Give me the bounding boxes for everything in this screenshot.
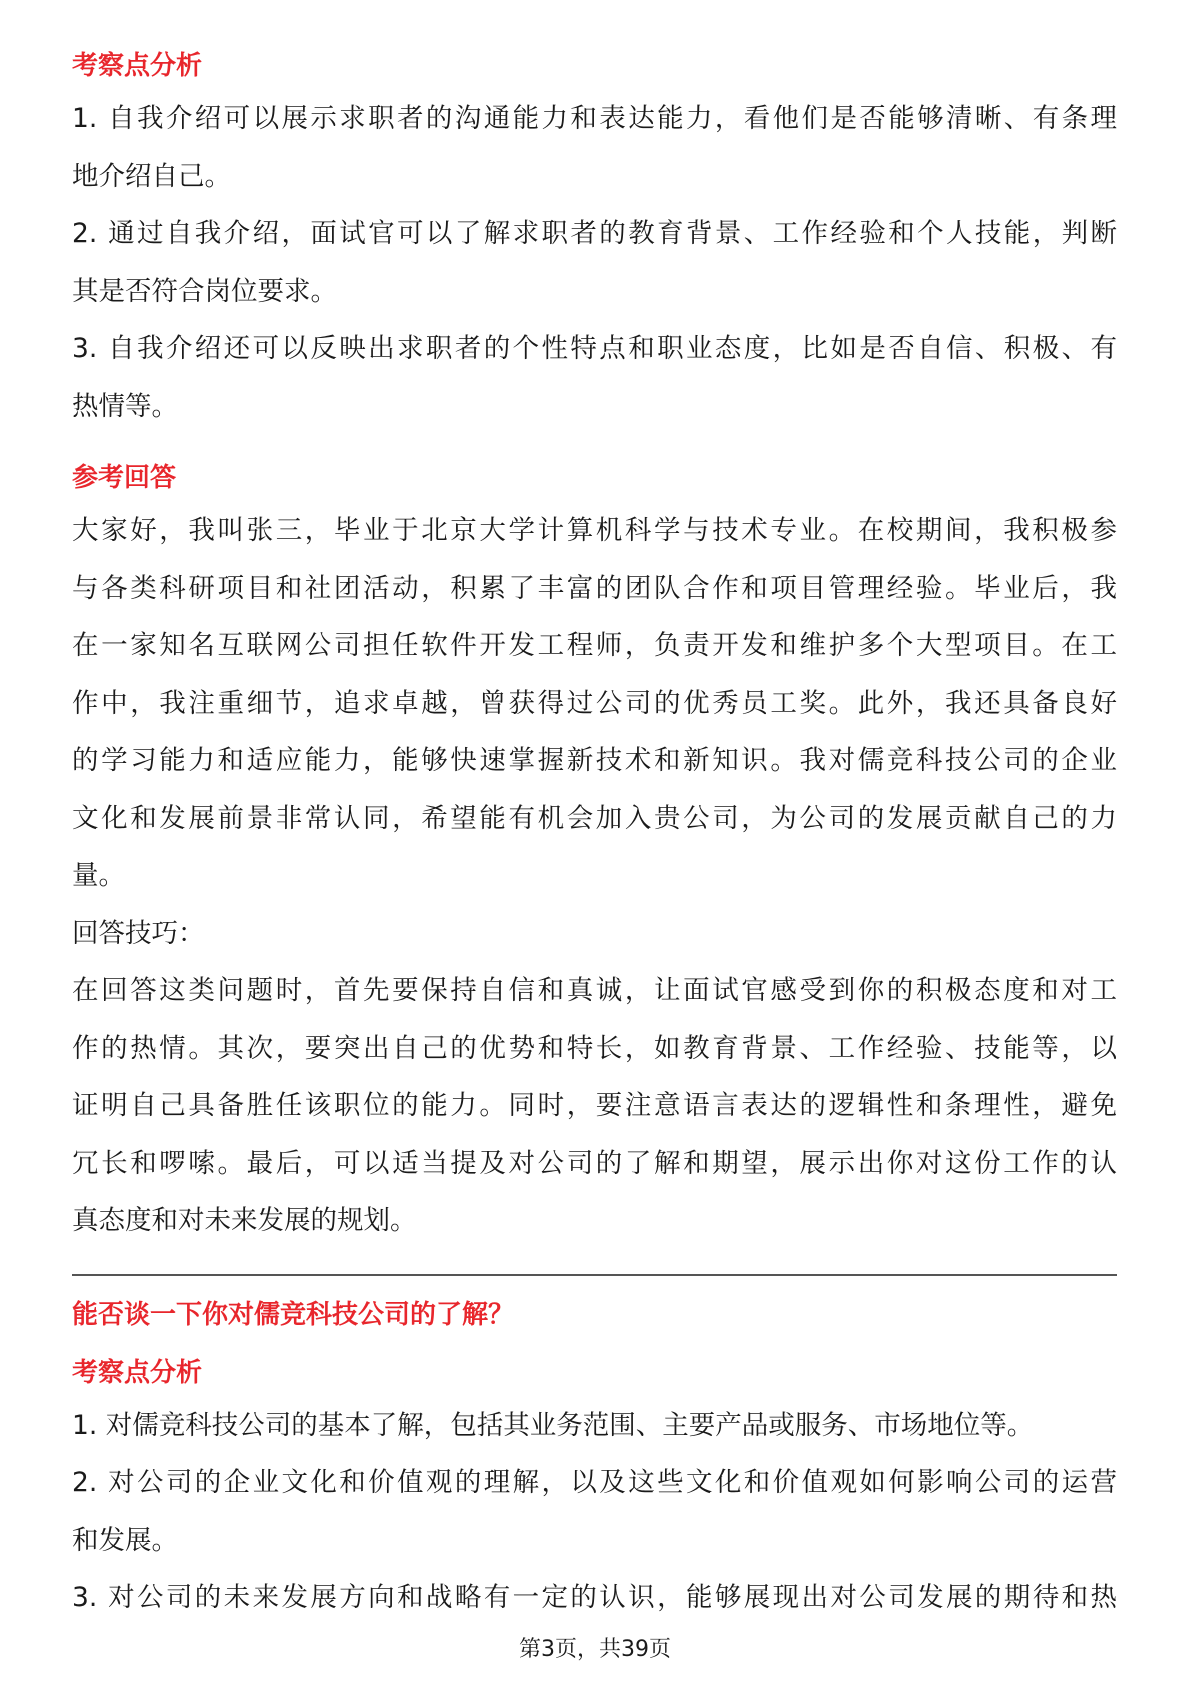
point-line: 1. 对儒竞科技公司的基本了解，包括其业务范围、主要产品或服务、市场地位等。 — [72, 1409, 1034, 1441]
answer-line: 作中，我注重细节，追求卓越，曾获得过公司的优秀员工奖。此外，我还具备良好 — [72, 687, 1117, 719]
point-line: 地介绍自己。 — [72, 160, 231, 192]
point-line: 3. 对公司的未来发展方向和战略有一定的认识，能够展现出对公司发展的期待和热 — [72, 1582, 1117, 1613]
reference-answer — [72, 502, 1117, 905]
analysis-heading: 考察点分析 — [72, 51, 203, 81]
answer-line: 在一家知名互联网公司担任软件开发工程师，负责开发和维护多个大型项目。在工 — [72, 630, 1117, 661]
answer-tips — [72, 962, 1117, 1250]
tips-line: 冗长和啰嗦。最后，可以适当提及对公司的了解和期望，展示出你对这份工作的认 — [72, 1147, 1117, 1179]
answer-heading: 参考回答 — [72, 463, 177, 493]
answer-line: 与各类科研项目和社团活动，积累了丰富的团队合作和项目管理经验。毕业后，我 — [72, 572, 1117, 604]
answer-line: 文化和发展前景非常认同，希望能有机会加入贵公司，为公司的发展贡献自己的力 — [72, 802, 1117, 834]
tips-line: 作的热情。其次，要突出自己的优势和特长，如教育背景、工作经验、技能等，以 — [72, 1032, 1117, 1064]
answer-line: 的学习能力和适应能力，能够快速掌握新技术和新知识。我对儒竞科技公司的企业 — [72, 745, 1117, 776]
point-line: 其是否符合岗位要求。 — [72, 275, 337, 307]
tips-line: 真态度和对未来发展的规划。 — [72, 1205, 417, 1236]
point-line: 1. 自我介绍可以展示求职者的沟通能力和表达能力，看他们是否能够清晰、有条理 — [72, 103, 1117, 134]
page-number: 第3页，共39页 — [519, 1637, 671, 1662]
answer-line: 大家好，我叫张三，毕业于北京大学计算机科学与技术专业。在校期间，我积极参 — [72, 515, 1117, 546]
tips-line: 证明自己具备胜任该职位的能力。同时，要注意语言表达的逻辑性和条理性，避免 — [72, 1090, 1117, 1121]
section-divider — [72, 1274, 1117, 1276]
question-heading: 能否谈一下你对儒竞科技公司的了解？ — [72, 1299, 515, 1330]
answer-line: 量。 — [72, 860, 125, 891]
point-line: 和发展。 — [72, 1524, 178, 1556]
point-line: 2. 通过自我介绍，面试官可以了解求职者的教育背景、工作经验和个人技能，判断 — [72, 218, 1117, 249]
document-page — [72, 42, 1117, 1627]
analysis-heading: 考察点分析 — [72, 1357, 203, 1388]
tips-line: 在回答这类问题时，首先要保持自信和真诚，让面试官感受到你的积极态度和对工 — [72, 975, 1117, 1006]
point-line: 3. 自我介绍还可以反映出求职者的个性特点和职业态度，比如是否自信、积极、有 — [72, 333, 1117, 364]
point-line: 2. 对公司的企业文化和价值观的理解，以及这些文化和价值观如何影响公司的运营 — [72, 1467, 1117, 1498]
analysis-points — [72, 1397, 1117, 1627]
tips-label: 回答技巧： — [72, 917, 205, 949]
analysis-points — [72, 90, 1117, 435]
point-line: 热情等。 — [72, 390, 178, 422]
